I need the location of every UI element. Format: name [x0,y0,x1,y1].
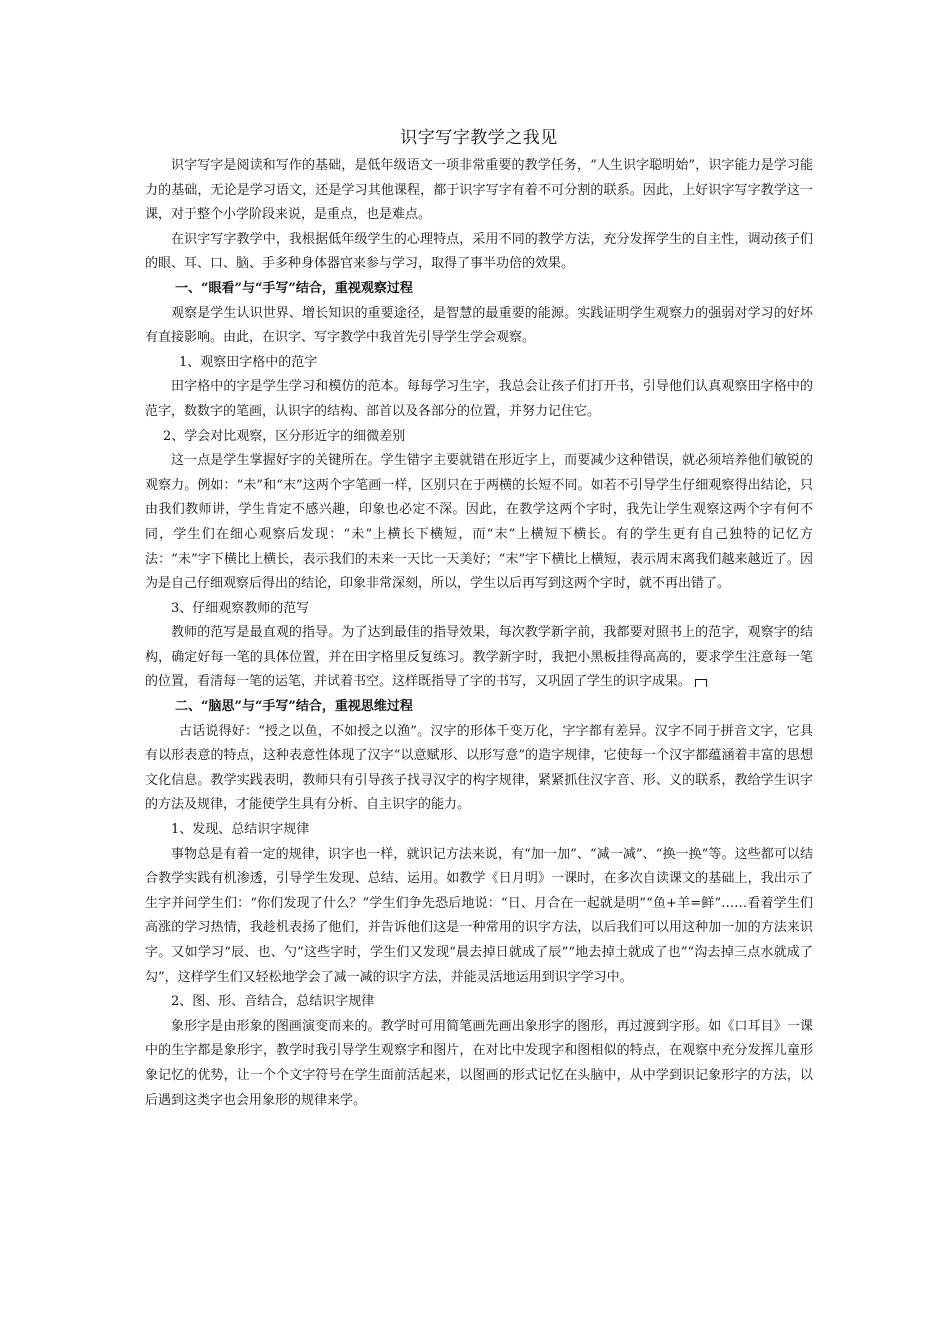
section-1-heading: 一、“眼看”与“手写”结合，重视观察过程 [175,280,413,296]
section-2-sub-1-heading: 1、发现、总结识字规律 [171,822,310,838]
section-1-sub-3-heading: 3、仔细观察教师的范写 [171,600,310,616]
section-2-sub-1-paragraph: 事物总是有着一定的规律，识字也一样，就识记方法来说，有“加一加”、“减一减”、“换一换”等。这些都可以结合教学实践有机渗透，引导学生发现、总结、运用。如教学《日月明》一课时，在多次自读课文的基础上，我出示了生字并问学生们：“你们发现了什么？”学生们争先恐后地说：“日、月合在一起就是明”“鱼+羊=鲜”……看着学生们高涨的学习热情，我趁机表扬了他们，并告诉他们这是一种常用的识字方法，以后我们可以用这种加一加的方法来识字。又如学习“辰、也、勺”这些字时，学生们又发现“晨去掉日就成了辰”“地去掉土就成了也”“沟去掉三点水就成了勾”，这样学生们又轻松地学会了减一减的识字方法，并能灵活地运用到识字学习中。 [145,846,813,985]
section-2-paragraph: 古话说得好：“授之以鱼，不如授之以渔”。汉字的形体千变万化，字字都有差异。汉字不同于拼音文字，它具有以形表意的特点，这种表意性体现了汉字“以意赋形、以形写意”的造字规律，它使每一个汉字都蕴涵着丰富的思想文化信息。教学实践表明，教师只有引导孩子找寻汉字的构字规律，紧紧抓住汉字音、形、义的联系，教给学生识字的方法及规律，才能使学生具有分析、自主识字的能力。 [145,723,813,813]
section-1-sub-3-paragraph [145,621,813,695]
paragraph-mark-icon [695,679,707,687]
document-page [145,126,813,1113]
section-1-paragraph: 观察是学生认识世界、增长知识的重要途径，是智慧的最重要的能源。实践证明学生观察力的强弱对学习的好坏有直接影响。由此，在识字、写字教学中我首先引导学生学会观察。 [145,305,813,346]
section-1-sub-3-text: 教师的范写是最直观的指导。为了达到最佳的指导效果，每次教学新字前，我都要对照书上的范字，观察字的结构，确定好每一笔的具体位置，并在田字格里反复练习。教学新字时，我把小黑板挂得高高的，要求学生注意每一笔的位置，看清每一笔的运笔，并试着书空。这样既指导了字的书写，又巩固了学生的识字成果。 [145,625,813,690]
section-1-sub-1-heading: 1、观察田字格中的范字 [179,354,318,370]
section-1-sub-2-paragraph: 这一点是学生掌握好字的关键所在。学生错字主要就错在形近字上，而要减少这种错误，就必须培养他们敏锐的观察力。例如：“未”和“末”这两个字笔画一样，区别只在于两横的长短不同。如若不引导学生仔细观察得出结论，只由我们教师讲，学生肯定不感兴趣，印象也必定不深。因此，在教学这两个字时，我先让学生观察这两个字有何不同，学生们在细心观察后发现：“未”上横长下横短，而“末”上横短下横长。有的学生更有自己独特的记忆方法：“未”字下横比上横长，表示我们的未来一天比一天美好；“末”字下横比上横短，表示周末离我们越来越近了。因为是自己仔细观察后得出的结论，印象非常深刻，所以，学生以后再写到这两个字时，就不再出错了。 [145,453,813,592]
intro-paragraph-2: 在识字写字教学中，我根据低年级学生的心理特点，采用不同的教学方法，充分发挥学生的自主性，调动孩子们的眼、耳、口、脑、手多种身体器官来参与学习，取得了事半功倍的效果。 [145,231,813,272]
section-1-sub-2-heading: 2、学会对比观察，区分形近字的细微差别 [163,428,406,444]
document-title: 识字写字教学之我见 [400,128,558,148]
section-2-sub-2-heading: 2、图、形、音结合，总结识字规律 [171,994,375,1010]
section-1-sub-1-paragraph: 田字格中的字是学生学习和模仿的范本。每每学习生字，我总会让孩子们打开书，引导他们认真观察田字格中的范字，数数字的笔画，认识字的结构、部首以及各部分的位置，并努力记住它。 [145,379,813,419]
section-2-sub-2-paragraph: 象形字是由形象的图画演变而来的。教学时可用简笔画先画出象形字的图形，再过渡到字形。如《口耳目》一课中的生字都是象形字，教学时我引导学生观察字和图片，在对比中发现字和图相似的特点，在观察中充分发挥儿童形象记忆的优势，让一个个文字符号在学生面前活起来，以图画的形式记忆在头脑中，从中学到识记象形字的方法，以后遇到这类字也会用象形的规律来学。 [145,1018,813,1108]
intro-paragraph-1: 识字写字是阅读和写作的基础，是低年级语文一项非常重要的教学任务，“人生识字聪明始”，识字能力是学习能力的基础，无论是学习语文，还是学习其他课程，都于识字写字有着不可分割的联系。因此，上好识字写字教学这一课，对于整个小学阶段来说，是重点，也是难点。 [145,158,813,223]
section-2-heading: 二、“脑思”与“手写”结合，重视思维过程 [175,699,413,715]
